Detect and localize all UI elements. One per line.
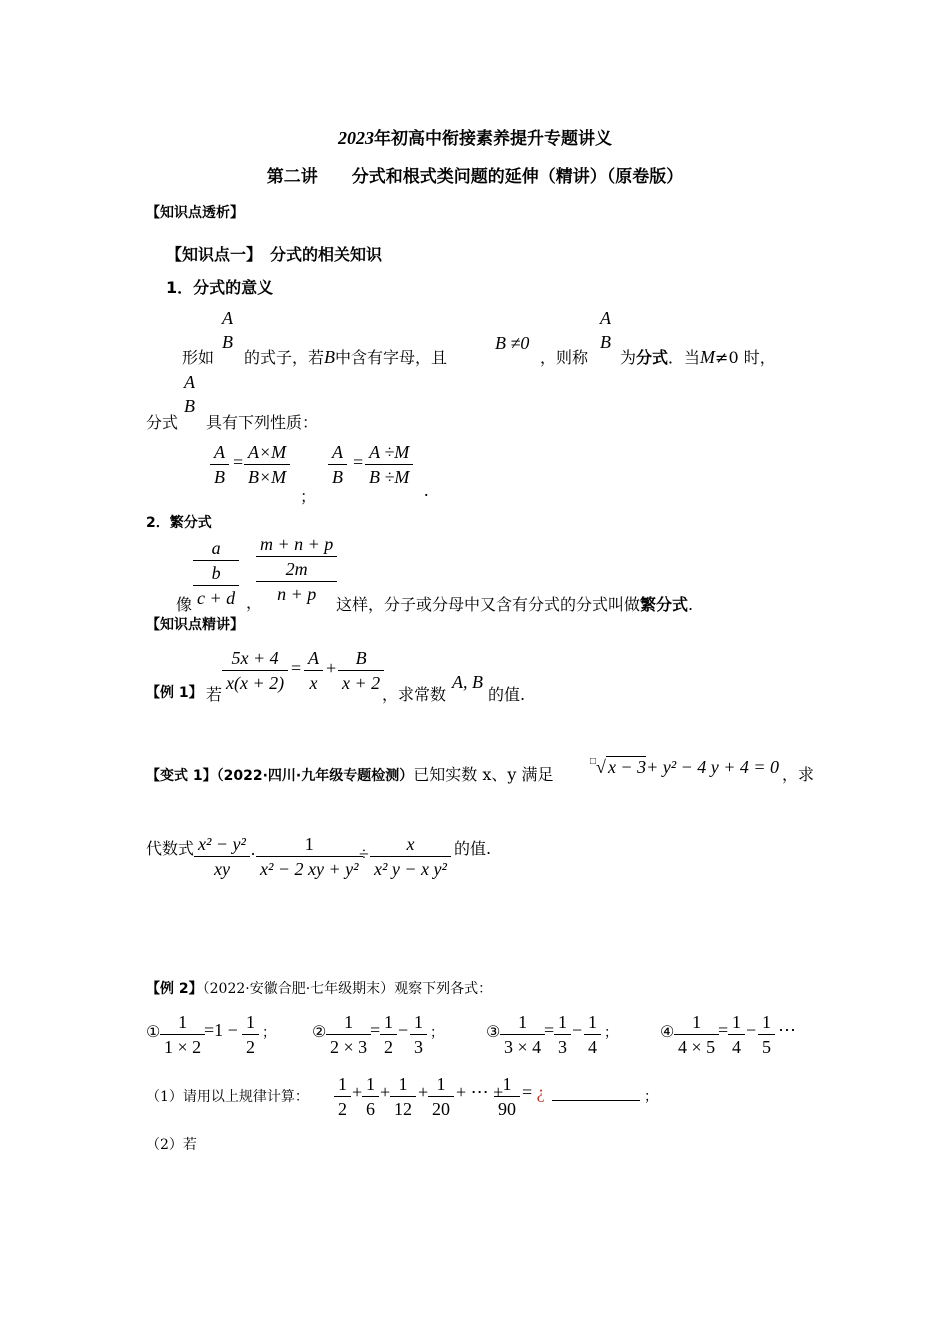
prop2-lhs — [330, 440, 345, 489]
ex2-sum-plus-1: + — [352, 1082, 363, 1102]
def-frac3-num: A — [184, 372, 195, 392]
ex2-item4-minus: − — [746, 1020, 757, 1040]
item-1-heading: 1．分式的意义 — [166, 278, 274, 297]
var1-text-4: 的值. — [454, 839, 492, 858]
ex1-term-a — [306, 646, 321, 695]
complex-text-4: . — [688, 595, 694, 614]
ex2-sum-term-4 — [430, 1072, 452, 1121]
var1-f1-num: x² − y² — [198, 834, 246, 854]
prop1-rhs — [246, 440, 288, 489]
def-text-10: 具有下列性质： — [206, 413, 319, 432]
ex2-q1-end: ； — [644, 1089, 658, 1105]
ex2-item3-lhs — [502, 1010, 543, 1059]
def-term-fraction: 分式 — [636, 348, 669, 367]
ex2-sum-term-5 — [496, 1072, 518, 1121]
var1-f3-num: x — [406, 834, 415, 854]
title-year: 2023 — [338, 128, 374, 148]
prop1-rhs-den: B×M — [244, 464, 290, 489]
ex2-item1-lhs-num: 1 — [178, 1012, 188, 1032]
cf1-c: c + d — [193, 585, 239, 610]
ex2-item4-r2 — [760, 1010, 773, 1059]
ex2-item1-lead: =1 − — [204, 1020, 238, 1040]
ex2-item4-lhs — [676, 1010, 717, 1059]
var1-radicand: x − 3 — [607, 757, 647, 777]
ex1-text-1: 若 — [206, 685, 223, 704]
ex1-equals: = — [291, 658, 302, 678]
def-text-7: ．当 — [668, 348, 701, 367]
title-text: 年初高中衔接素养提升专题讲义 — [374, 129, 612, 149]
prop2-lhs-den: B — [328, 464, 347, 489]
section-lecture: 【知识点精讲】 — [146, 617, 244, 633]
complex-term: 繁分式 — [640, 595, 689, 614]
ex2-sum-glyph: ¿ — [536, 1082, 545, 1102]
ex1-a: A — [308, 648, 319, 668]
ex2-item3-r2-den: 4 — [584, 1034, 601, 1059]
ex2-ellipsis: ⋯ — [778, 1020, 796, 1040]
def-text-2a: 的式子，若 — [244, 348, 325, 367]
var1-text-2: ，求 — [782, 765, 815, 784]
ex2-sum-eq-sign: = — [522, 1082, 537, 1102]
ex2-item1-r2 — [244, 1010, 257, 1059]
ex2-item3-minus: − — [572, 1020, 583, 1040]
def-text-4: ，则称 — [540, 348, 589, 367]
ex2-item3-r2-num: 1 — [588, 1012, 597, 1032]
def-text-5 — [620, 345, 776, 368]
def-fraction-a-b-3 — [182, 370, 197, 418]
ex1-label: 【例 1】 — [146, 685, 203, 701]
prop2-rhs-num: A ÷M — [369, 442, 410, 462]
var1-fraction-3 — [372, 832, 449, 881]
cf1-a: a — [211, 538, 221, 558]
var1-line — [146, 762, 553, 785]
def-fraction-a-b-2 — [598, 306, 613, 354]
cf1-b: b — [193, 560, 239, 585]
def-frac2-num: A — [600, 308, 611, 328]
var1-div: ÷ — [359, 844, 369, 864]
def-text-9: 分式 — [146, 413, 179, 432]
document-title — [0, 124, 950, 149]
ex1-lhs-den: x(x + 2) — [222, 670, 288, 695]
def-fraction-a-b — [220, 306, 235, 354]
ex1-lhs-num: 5x + 4 — [231, 648, 279, 668]
var1-fraction-2 — [258, 832, 361, 881]
ex2-item4-eq: = — [718, 1020, 729, 1040]
complex-text-2 — [336, 592, 693, 615]
ex2-item4-r1-num: 1 — [732, 1012, 741, 1032]
prop1-lhs — [212, 440, 227, 489]
ex2-sum-dots: + ⋯ + — [456, 1082, 504, 1102]
item-2-heading: 2．繁分式 — [146, 515, 212, 531]
var1-root-index: □ — [590, 756, 597, 767]
ex2-q1: （1）请用以上规律计算： — [146, 1089, 309, 1105]
ex2-sum-term-1 — [336, 1072, 349, 1121]
var1-f2-den: x² − 2 xy + y² — [256, 856, 363, 881]
ex2-item4-r1 — [730, 1010, 743, 1059]
ex2-sum-term-5-num: 1 — [502, 1074, 512, 1094]
ex2-item2-lhs — [328, 1010, 369, 1059]
ex2-sum-term-5-den: 90 — [494, 1096, 520, 1121]
prop1-lhs-den: B — [210, 464, 229, 489]
def-m-var: M — [700, 347, 716, 367]
def-text-3: 中含有字母，且 — [335, 348, 448, 367]
var1-source: （2022·四川·九年级专题检测） — [216, 768, 414, 784]
ex2-sum-term-1-den: 2 — [334, 1096, 351, 1121]
ex2-sum-term-3-num: 1 — [398, 1074, 408, 1094]
def-b-var: B — [324, 347, 336, 367]
def-frac3-den: B — [184, 396, 195, 416]
ex2-sum-term-2-den: 6 — [362, 1096, 379, 1121]
ex2-item1-lhs-den: 1 × 2 — [160, 1034, 205, 1059]
lecture-subtitle: 第二讲 分式和根式类问题的延伸（精讲）（原卷版） — [266, 167, 684, 187]
prop1-rhs-num: A×M — [248, 442, 287, 462]
cf2-b: 2m — [256, 556, 337, 581]
ex2-sum-plus-2: + — [380, 1082, 391, 1102]
ex2-item4-lhs-den: 4 × 5 — [674, 1034, 719, 1059]
var1-f1-den: xy — [194, 856, 250, 881]
ex2-sum-term-3-den: 12 — [390, 1096, 416, 1121]
ex2-item2-eq: = — [370, 1020, 381, 1040]
prop2-equals: = — [353, 452, 364, 472]
knowledge-point-one-heading: 【知识点一】 分式的相关知识 — [166, 245, 383, 264]
var1-dot: · — [250, 844, 256, 864]
ex2-sum-term-4-num: 1 — [436, 1074, 446, 1094]
ex2-item1-r2-den: 2 — [242, 1034, 259, 1059]
ex2-item2-r1 — [382, 1010, 395, 1059]
prop-separator: ； — [300, 487, 317, 506]
ex2-item2-lhs-num: 1 — [344, 1012, 354, 1032]
cf2-c: n + p — [256, 581, 337, 606]
prop2-rhs — [367, 440, 411, 489]
ex2-item1-lhs — [162, 1010, 203, 1059]
complex-fraction-1 — [195, 536, 237, 610]
ex2-source: （2022·安徽合肥·七年级期末）观察下列各式： — [202, 981, 493, 997]
def-text-2 — [244, 345, 447, 368]
def-frac2-den: B — [600, 332, 611, 352]
ex2-line — [146, 978, 492, 998]
var1-text-1: 已知实数 x、y 满足 — [413, 765, 554, 784]
ex2-item4-r1-den: 4 — [728, 1034, 745, 1059]
complex-text-2a: 这样，分子或分母中又含有分式的分式叫做 — [336, 595, 641, 614]
ex2-item4-lhs-num: 1 — [692, 1012, 702, 1032]
def-text-8: ≠0 时， — [715, 348, 776, 367]
ex2-item2-r2-num: 1 — [414, 1012, 423, 1032]
ex2-item3-eq: = — [544, 1020, 555, 1040]
ex2-sum-equals — [522, 1082, 545, 1103]
ex2-item1-r2-num: 1 — [246, 1012, 255, 1032]
var1-label: 【变式 1】 — [146, 768, 217, 784]
cf2-a: m + n + p — [260, 534, 334, 554]
complex-fraction-2 — [258, 532, 335, 606]
ex1-ab: A, B — [452, 672, 483, 692]
ex2-item3-r1 — [556, 1010, 569, 1059]
ex2-item2-semi: ； — [430, 1025, 444, 1041]
prop2-lhs-num: A — [332, 442, 343, 462]
section-knowledge-points: 【知识点透析】 — [146, 205, 244, 221]
def-text-5a: 为 — [620, 348, 637, 367]
ex2-item3-r2 — [586, 1010, 599, 1059]
ex2-item3-r1-den: 3 — [554, 1034, 571, 1059]
ex1-x: x — [304, 670, 323, 695]
ex2-sum-term-2 — [364, 1072, 377, 1121]
ex1-text-3: 的值. — [488, 685, 526, 704]
var1-equation — [590, 756, 779, 778]
ex2-sum-plus-3: + — [418, 1082, 429, 1102]
ex2-item3-lhs-den: 3 × 4 — [500, 1034, 545, 1059]
complex-comma: ， — [246, 593, 263, 612]
def-condition: B ≠0 — [495, 333, 530, 353]
answer-blank — [552, 1086, 640, 1101]
ex1-plus: + — [326, 658, 337, 678]
ex2-sum-term-3 — [392, 1072, 414, 1121]
def-frac-num: A — [222, 308, 233, 328]
ex2-item2-r1-num: 1 — [384, 1012, 393, 1032]
ex2-sum-term-4-den: 20 — [428, 1096, 454, 1121]
prop1-equals: = — [233, 452, 244, 472]
ex2-item2-r1-den: 2 — [380, 1034, 397, 1059]
var1-text-3: 代数式 — [146, 839, 195, 858]
ex2-q2: （2）若 — [146, 1137, 197, 1153]
ex2-item3-semi: ； — [604, 1025, 618, 1041]
ex2-item3-lhs-num: 1 — [518, 1012, 528, 1032]
ex2-item2-r2 — [412, 1010, 425, 1059]
ex2-sum-term-2-num: 1 — [366, 1074, 375, 1094]
ex2-sum-term-1-num: 1 — [338, 1074, 347, 1094]
radical-sign: √ — [596, 757, 606, 777]
def-text-1: 形如 — [182, 348, 215, 367]
var1-fraction-1 — [196, 832, 248, 881]
ex2-mark-3: ③ — [486, 1024, 501, 1041]
ex2-item2-lhs-den: 2 × 3 — [326, 1034, 371, 1059]
ex2-item3-r1-num: 1 — [558, 1012, 567, 1032]
prop2-rhs-den: B ÷M — [365, 464, 413, 489]
ex1-lhs-fraction — [224, 646, 286, 695]
prop-end: . — [424, 480, 429, 500]
ex2-label: 【例 2】 — [146, 981, 203, 997]
ex1-text-2: ，求常数 — [382, 685, 447, 704]
ex2-item1-semi: ； — [262, 1025, 276, 1041]
prop1-lhs-num: A — [214, 442, 225, 462]
ex2-mark-1: ① — [146, 1024, 161, 1041]
ex1-den2: x + 2 — [338, 670, 384, 695]
ex2-item2-r2-den: 3 — [410, 1034, 427, 1059]
ex2-mark-2: ② — [312, 1024, 327, 1041]
ex1-term-b — [340, 646, 382, 695]
complex-text-1: 像 — [176, 595, 193, 614]
ex1-b: B — [355, 648, 367, 668]
def-frac-den: B — [222, 332, 233, 352]
ex2-item2-minus: − — [398, 1020, 409, 1040]
ex2-item4-r2-den: 5 — [758, 1034, 775, 1059]
ex2-mark-4: ④ — [660, 1024, 675, 1041]
var1-f3-den: x² y − x y² — [370, 856, 451, 881]
ex2-item4-r2-num: 1 — [762, 1012, 771, 1032]
var1-rest: + y² − 4 y + 4 = 0 — [646, 757, 780, 777]
var1-f2-num: 1 — [304, 834, 314, 854]
